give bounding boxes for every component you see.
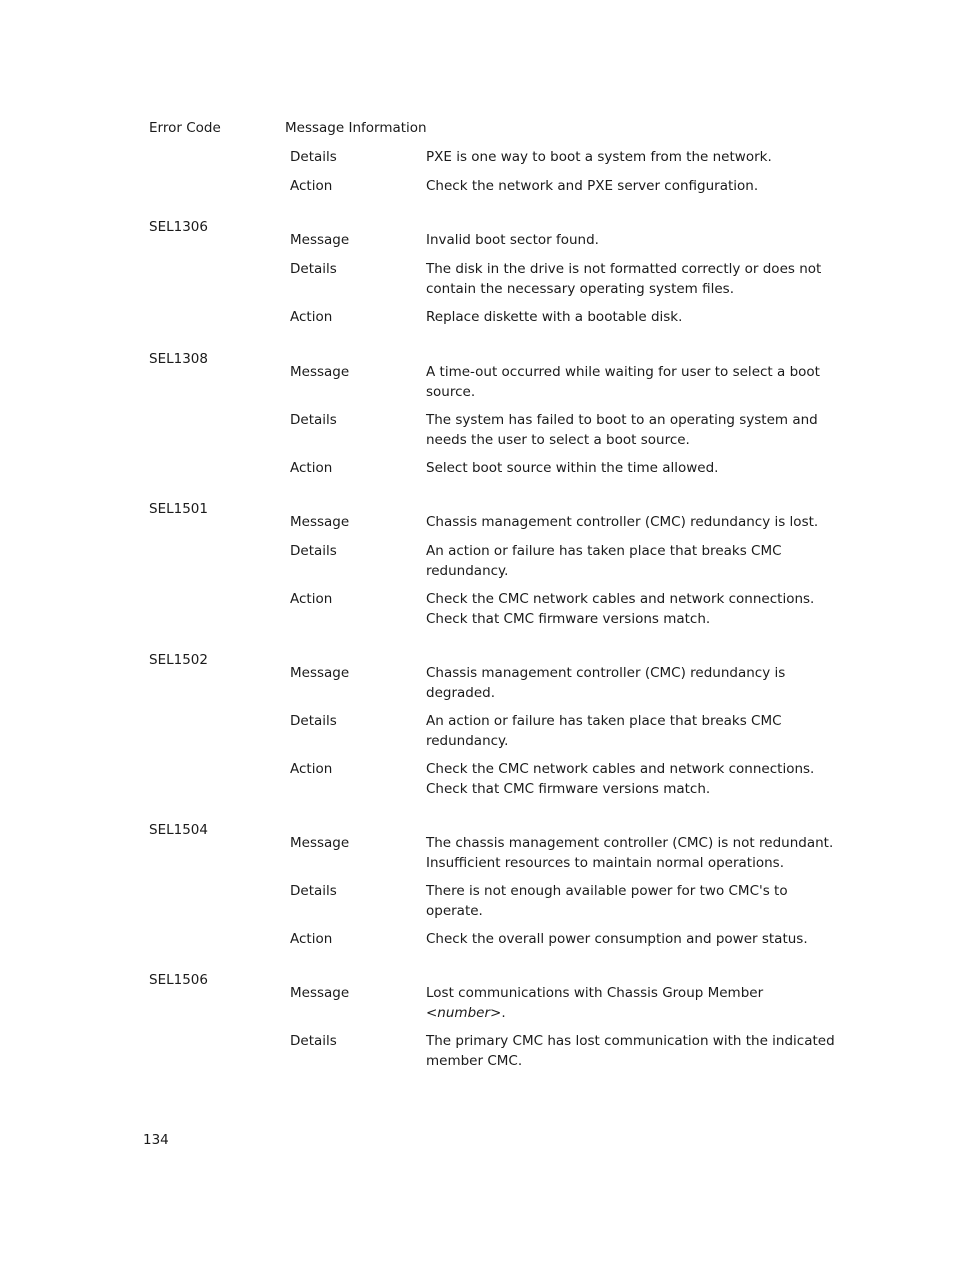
action-line: Check that CMC firmware versions match. (426, 610, 711, 627)
details-label: Details (290, 543, 337, 559)
header-error-code: Error Code (149, 120, 221, 136)
details-line: member CMC. (426, 1052, 523, 1069)
details-line: The system has failed to boot to an operating system and (426, 412, 818, 428)
details-label: Details (290, 1033, 337, 1049)
message-line: degraded. (426, 684, 496, 701)
details-line: The disk in the drive is not formatted correctly or does not (426, 261, 822, 277)
action-label: Action (290, 591, 333, 607)
details-line: An action or failure has taken place that breaks CMC (426, 543, 782, 559)
message-label: Message (290, 232, 350, 248)
message-text (426, 834, 836, 873)
details-text: PXE is one way to boot a system from the network. (426, 149, 772, 165)
action-line: Check the CMC network cables and network connections. (426, 761, 815, 777)
details-line: contain the necessary operating system files. (426, 280, 735, 297)
details-label: Details (290, 149, 337, 165)
action-line: Check the CMC network cables and network connections. (426, 591, 815, 607)
table-header (149, 119, 849, 139)
details-text (426, 542, 836, 581)
message-line: Lost communications with Chassis Group Member (426, 985, 764, 1001)
error-code: SEL1308 (149, 351, 208, 367)
details-label: Details (290, 412, 337, 428)
error-code: SEL1502 (149, 652, 208, 668)
details-label: Details (290, 713, 337, 729)
error-code: SEL1501 (149, 501, 208, 517)
action-label: Action (290, 761, 333, 777)
message-line: A time-out occurred while waiting for user to select a boot (426, 364, 820, 380)
page-number: 134 (143, 1132, 169, 1148)
error-code: SEL1306 (149, 219, 208, 235)
message-label: Message (290, 985, 350, 1001)
details-line: operate. (426, 902, 483, 919)
details-label: Details (290, 883, 337, 899)
message-label: Message (290, 835, 350, 851)
message-line: Insufficient resources to maintain normal operations. (426, 854, 784, 871)
action-label: Action (290, 460, 333, 476)
details-text (426, 411, 836, 450)
action-text (426, 760, 836, 799)
action-label: Action (290, 931, 333, 947)
details-line: An action or failure has taken place that breaks CMC (426, 713, 782, 729)
details-line: needs the user to select a boot source. (426, 431, 690, 448)
action-label: Action (290, 178, 333, 194)
message-label: Message (290, 514, 350, 530)
error-code: SEL1504 (149, 822, 208, 838)
details-line: The primary CMC has lost communication with the indicated (426, 1033, 835, 1049)
action-line: Check that CMC firmware versions match. (426, 780, 711, 797)
action-text: Check the network and PXE server configuration. (426, 178, 759, 194)
message-text (426, 363, 836, 402)
details-text (426, 260, 836, 299)
action-text (426, 590, 836, 629)
message-label: Message (290, 364, 350, 380)
message-text (426, 664, 836, 703)
message-line: The chassis management controller (CMC) is not redundant. (426, 835, 834, 851)
message-line: Chassis management controller (CMC) redundancy is (426, 665, 786, 681)
details-line: There is not enough available power for two CMC's to (426, 883, 788, 899)
details-line: redundancy. (426, 732, 509, 749)
action-text: Select boot source within the time allowed. (426, 460, 719, 476)
message-text: Invalid boot sector found. (426, 232, 599, 248)
message-text: Chassis management controller (CMC) redundancy is lost. (426, 514, 819, 530)
message-period: . (501, 1004, 506, 1021)
action-text: Check the overall power consumption and power status. (426, 931, 808, 947)
details-line: redundancy. (426, 562, 509, 579)
details-text (426, 1032, 836, 1071)
header-message-information: Message Information (285, 120, 427, 136)
action-label: Action (290, 309, 333, 325)
message-placeholder: <number> (426, 1004, 502, 1021)
details-label: Details (290, 261, 337, 277)
message-label: Message (290, 665, 350, 681)
details-text (426, 882, 836, 921)
error-code: SEL1506 (149, 972, 208, 988)
details-text (426, 712, 836, 751)
message-text (426, 984, 836, 1023)
message-line: source. (426, 383, 476, 400)
action-text: Replace diskette with a bootable disk. (426, 309, 683, 325)
